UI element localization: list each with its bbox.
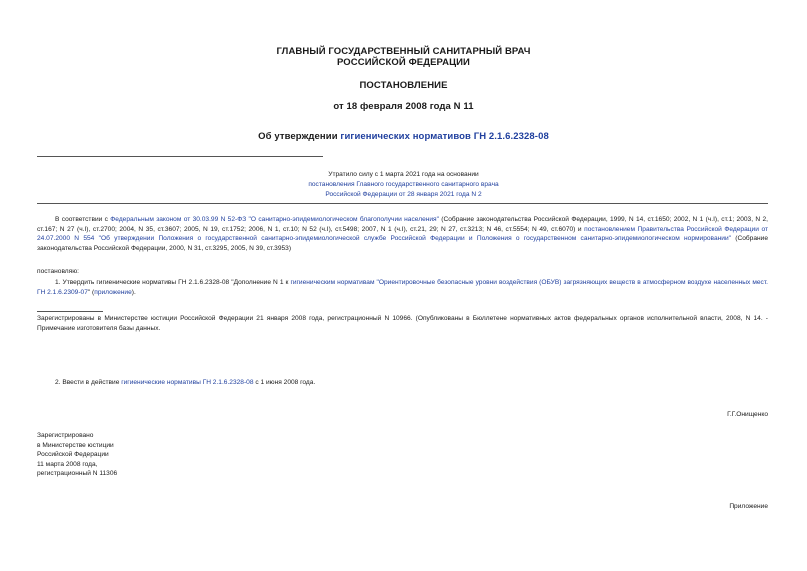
- footnote-divider: [37, 311, 103, 312]
- resolve-text: постановляю:: [37, 268, 80, 275]
- divider-top: [37, 156, 323, 157]
- status-link-line2[interactable]: Российской Федерации от 28 января 2021 года N 2: [325, 191, 482, 198]
- appendix-link[interactable]: приложение: [94, 288, 132, 296]
- registration-line: Зарегистрировано: [37, 432, 94, 439]
- item1-paragraph: 1. Утвердить гигиенические нормативы ГН 2.1.6.2328-08 "Дополнение N 1 к гигиеническим нормативам "Ориентировочные безопасные уровни воздействия (ОБУВ) загрязняющих веществ в атмосферном воздухе населенных мест. ГН 2.1.6.2309-07" (приложение).: [37, 279, 768, 296]
- status-link-line1[interactable]: постановления Главного государственного санитарного врача: [308, 181, 499, 188]
- header-line2: РОССИЙСКОЙ ФЕДЕРАЦИИ: [336, 57, 470, 68]
- footnote: Зарегистрированы в Министерстве юстиции Российской Федерации 21 января 2008 года, регистрационный N 10966. (Опубликованы в Бюллетене нормативных актов федеральных органов исполнительной власти, 2008, N 14. - Примечание изготовителя базы данных.: [37, 315, 768, 332]
- preamble-paragraph: В соответствии с Федеральным законом от 30.03.99 N 52-ФЗ "О санитарно-эпидемиологическом благополучии населения" (Собрание законодательства Российской Федерации, 1999, N 14, ст.1650; 2002, N 1 (ч.I), ст.1; 2003, N 2, ст.167; N 27 (ч.I), ст.2700; 2004, N 35, ст.3607; 2005, N 19, ст.1752; 2006, N 1, ст.10; N 52 (ч.I), ст.5498; 2007, N 1 (ч.I), ст.21, 29; N 27, ст.3213; N 46, ст.5554; N 49, ст.6070) и постановлением Правительства Российской Федерации от 24.07.2000 N 554 "Об утверждении Положения о государственной санитарно-эпидемиологической службе Российской Федерации и Положения о государственном санитарно-эпидемиологическом нормировании" (Собрание законодательства Российской Федерации, 2000, N 31, ст.3295, 2005, N 39, ст.3953): [37, 216, 768, 252]
- registration-block: [37, 431, 117, 479]
- government-decree-link[interactable]: постановлением Правительства Российской Федерации от 24.07.2000 N 554 "Об утверждении Положения о государственной санитарно-эпидемиологической службе Российской Федерации и Положения о государственном санитарно-эпидемиологическом нормировании": [37, 225, 768, 243]
- registration-line: Российской Федерации: [37, 451, 109, 459]
- doc-type: ПОСТАНОВЛЕНИЕ: [359, 80, 448, 91]
- title-link[interactable]: гигиенических нормативов ГН 2.1.6.2328-08: [340, 131, 549, 142]
- signature: Г.Г.Онищенко: [727, 411, 768, 418]
- item2-standards-link[interactable]: гигиенические нормативы ГН 2.1.6.2328-08: [121, 379, 254, 386]
- registration-line: в Министерстве юстиции: [37, 441, 114, 449]
- doc-title: [0, 131, 807, 142]
- doc-date-number: от 18 февраля 2008 года N 11: [333, 101, 474, 112]
- registration-line: 11 марта 2008 года,: [37, 460, 98, 468]
- hygienic-standards-link[interactable]: гигиеническим нормативам "Ориентировочные безопасные уровни воздействия (ОБУВ) загрязняющих веществ в атмосферном воздухе населенных мест. ГН 2.1.6.2309-07: [37, 279, 768, 296]
- status-line1: Утратило силу с 1 марта 2021 года на основании: [328, 171, 479, 178]
- header-line1: ГЛАВНЫЙ ГОСУДАРСТВЕННЫЙ САНИТАРНЫЙ ВРАЧ: [276, 46, 531, 57]
- item2-paragraph: 2. Ввести в действие гигиенические нормативы ГН 2.1.6.2328-08 с 1 июня 2008 года.: [55, 379, 316, 386]
- appendix-label: Приложение: [729, 503, 768, 510]
- title-prefix: Об утверждении: [258, 131, 341, 142]
- registration-line: регистрационный N 11306: [37, 470, 118, 478]
- divider-status: [37, 203, 768, 204]
- federal-law-link[interactable]: Федеральным законом от 30.03.99 N 52-ФЗ "О санитарно-эпидемиологическом благополучии населения": [110, 216, 439, 223]
